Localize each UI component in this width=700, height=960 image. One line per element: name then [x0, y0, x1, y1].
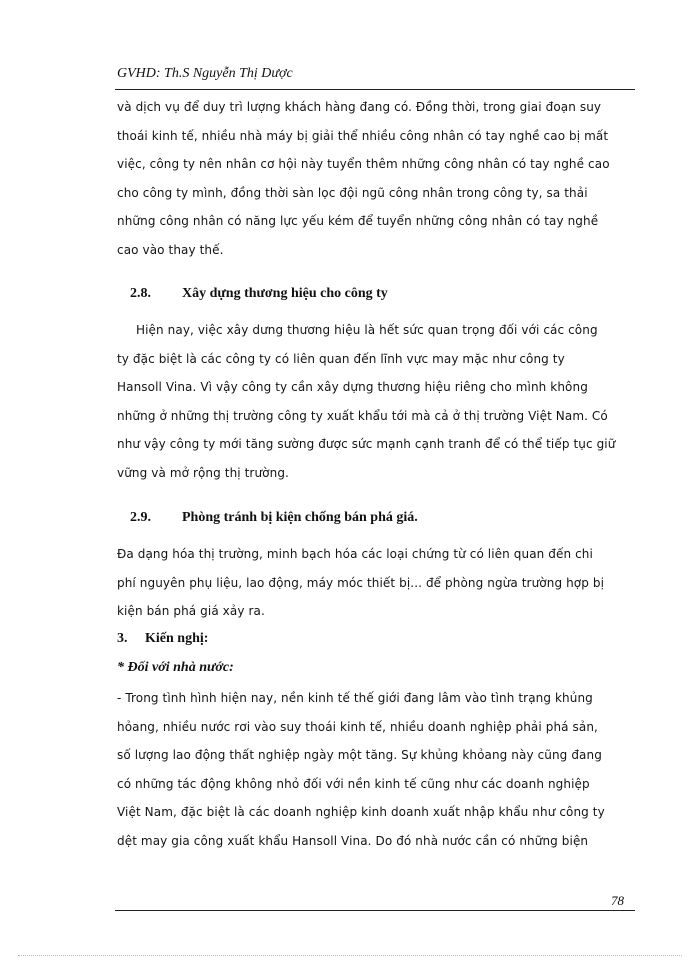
- text-line: cao vào thay thế.: [117, 243, 224, 257]
- page-number: 78: [611, 893, 624, 908]
- text-line: như vậy công ty mới tăng sường được sức mạnh cạnh tranh để có thể tiếp tục giữ: [117, 437, 616, 451]
- header-advisor: GVHD: Th.S Nguyễn Thị Dược: [117, 66, 293, 81]
- section-number: 2.8.: [130, 286, 151, 301]
- page-edge: [18, 955, 682, 956]
- text-line: kiện bán phá giá xảy ra.: [117, 604, 265, 618]
- text-line: - Trong tình hình hiện nay, nền kinh tế thế giới đang lâm vào tình trạng khủng: [117, 691, 593, 705]
- text-line: ty đặc biệt là các công ty có liên quan đến lĩnh vực may mặc như công ty: [117, 352, 565, 366]
- text-line: dệt may gia công xuất khẩu Hansoll Vina. Do đó nhà nước cần có những biện: [117, 834, 589, 848]
- text-line: hỏang, nhiều nước rơi vào suy thoái kinh tế, nhiều doanh nghiệp phải phá sản,: [117, 720, 598, 734]
- section-number: 3.: [117, 631, 128, 646]
- text-line: Đa dạng hóa thị trường, minh bạch hóa các loại chứng từ có liên quan đến chi: [117, 547, 593, 561]
- text-line: vững và mở rộng thị trường.: [117, 466, 289, 480]
- text-line: phí nguyên phụ liệu, lao động, máy móc thiết bị... để phòng ngừa trường hợp bị: [117, 576, 605, 590]
- footer-divider: [115, 910, 635, 911]
- text-line: những ở những thị trường công ty xuất khẩu tới mà cả ở thị trường Việt Nam. Có: [117, 409, 608, 423]
- subheading: * Đối với nhà nước:: [117, 660, 234, 675]
- text-line: Hiện nay, việc xây dưng thương hiệu là hết sức quan trọng đối với các công: [136, 323, 598, 337]
- text-line: những công nhân có năng lực yếu kém để tuyển những công nhân có tay nghề: [117, 214, 599, 228]
- text-line: có những tác động không nhỏ đối với nền kinh tế cũng như các doanh nghiệp: [117, 777, 590, 791]
- section-title: Kiến nghị:: [145, 631, 209, 646]
- text-line: Việt Nam, đặc biệt là các doanh nghiệp kinh doanh xuất nhập khẩu như công ty: [117, 805, 605, 819]
- text-line: Hansoll Vina. Vì vậy công ty cần xây dựng thương hiệu riêng cho mình không: [117, 380, 588, 394]
- text-line: và dịch vụ để duy trì lượng khách hàng đang có. Đồng thời, trong giai đoạn suy: [117, 100, 602, 114]
- text-line: số lượng lao động thất nghiệp ngày một tăng. Sự khủng khỏang này cũng đang: [117, 748, 602, 762]
- section-number: 2.9.: [130, 510, 151, 525]
- text-line: cho công ty mình, đồng thời sàn lọc đội ngũ công nhân trong công ty, sa thải: [117, 186, 588, 200]
- text-line: việc, công ty nên nhân cơ hội này tuyển thêm những công nhân có tay nghề cao: [117, 157, 610, 171]
- section-title: Xây dựng thương hiệu cho công ty: [182, 286, 388, 301]
- text-line: thoái kinh tế, nhiều nhà máy bị giải thể nhiều công nhân có tay nghề cao bị mất: [117, 129, 609, 143]
- header-divider: [115, 89, 635, 90]
- section-title: Phòng tránh bị kiện chống bán phá giá.: [182, 510, 418, 525]
